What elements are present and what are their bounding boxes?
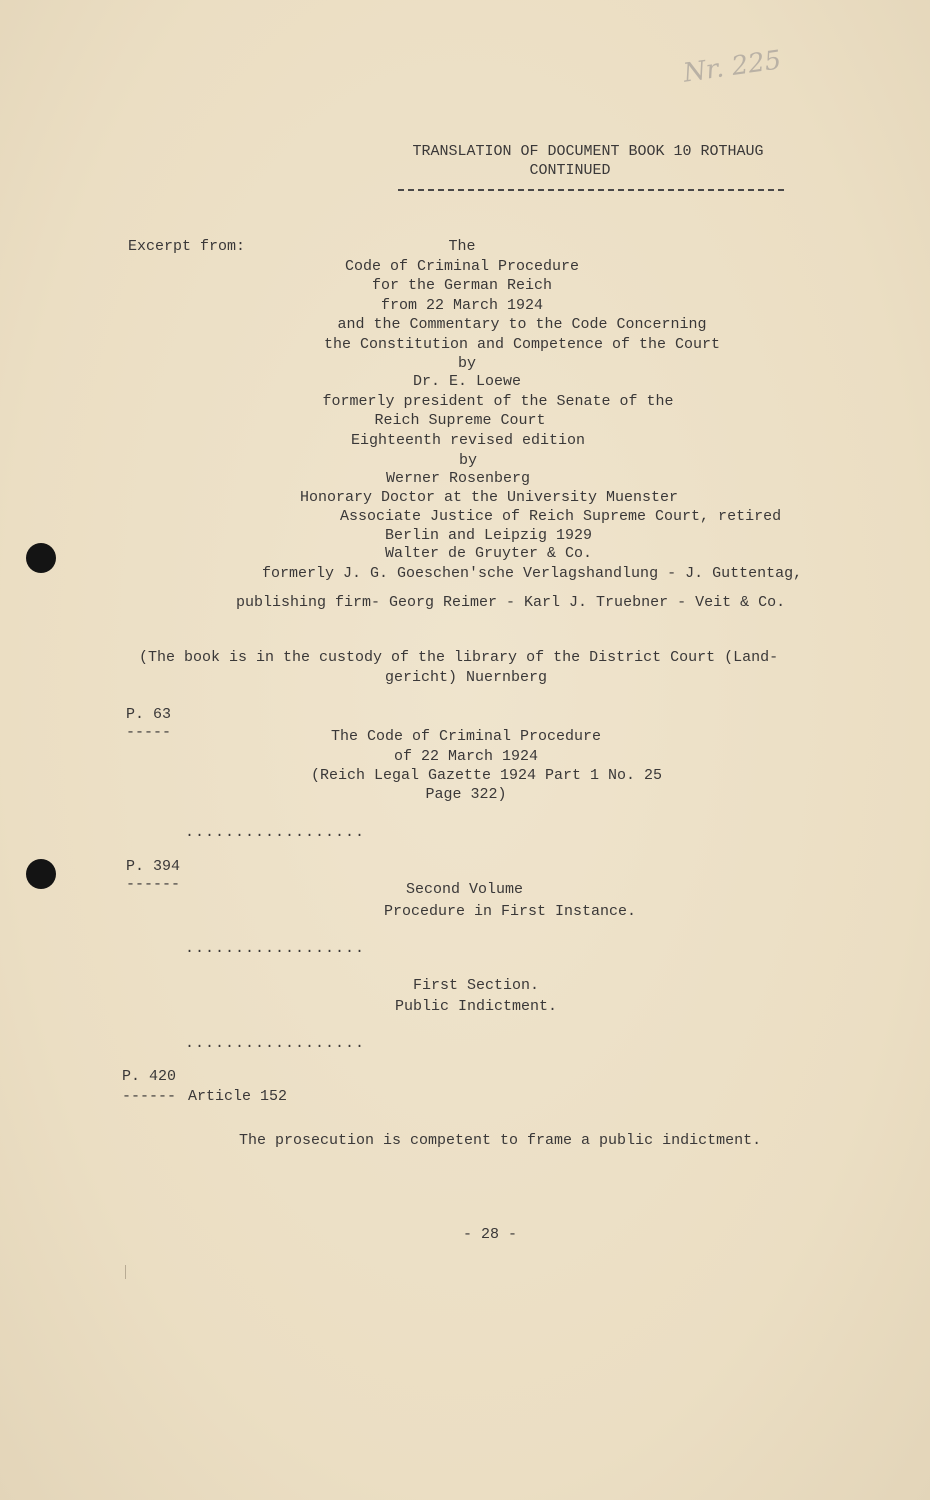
custody-note: (The book is in the custody of the library of the District Court (Land- xyxy=(139,649,779,666)
page-reference: P. 420 xyxy=(122,1068,177,1085)
section-line: Page 322) xyxy=(425,786,507,803)
page-number: - 28 - xyxy=(462,1226,517,1243)
page-reference-dashes: ------ xyxy=(126,876,181,893)
excerpt-line: The xyxy=(448,238,476,255)
excerpt-line: formerly J. G. Goeschen'sche Verlagshandlung - J. Guttentag, xyxy=(262,565,803,582)
excerpt-label: Excerpt from: xyxy=(128,238,246,255)
ellipsis-separator: .................. xyxy=(185,940,366,957)
section-line: Procedure in First Instance. xyxy=(384,903,637,920)
excerpt-line: by xyxy=(457,355,476,372)
section-line: The Code of Criminal Procedure xyxy=(330,728,602,745)
page-reference: P. 394 xyxy=(126,858,181,875)
section-line: of 22 March 1924 xyxy=(393,748,539,765)
ellipsis-separator: .................. xyxy=(185,1035,366,1052)
custody-note: gericht) Nuernberg xyxy=(385,669,548,686)
excerpt-line: publishing firm- Georg Reimer - Karl J. Truebner - Veit & Co. xyxy=(236,594,786,611)
page-reference-dashes: ----- xyxy=(126,724,172,741)
excerpt-line: Associate Justice of Reich Supreme Court, retired xyxy=(340,508,782,525)
excerpt-line: from 22 March 1924 xyxy=(380,297,544,314)
excerpt-line: Code of Criminal Procedure xyxy=(344,258,580,275)
section-line: (Reich Legal Gazette 1924 Part 1 No. 25 xyxy=(311,767,663,784)
page-reference: P. 63 xyxy=(126,706,172,723)
excerpt-line: the Constitution and Competence of the Court xyxy=(323,336,721,353)
excerpt-line: formerly president of the Senate of the xyxy=(322,393,674,410)
handwritten-note: Nr. 225 xyxy=(681,45,784,89)
document-subtitle: CONTINUED xyxy=(529,162,611,179)
excerpt-line: Berlin and Leipzig 1929 xyxy=(385,527,593,544)
excerpt-line: Dr. E. Loewe xyxy=(412,373,522,390)
section-line: Public Indictment. xyxy=(395,998,558,1015)
punch-hole-icon xyxy=(26,543,56,573)
pencil-mark xyxy=(125,1265,126,1279)
section-line: Second Volume xyxy=(406,881,524,898)
article-heading: Article 152 xyxy=(188,1088,288,1105)
excerpt-line: by xyxy=(458,452,477,469)
excerpt-line: for the German Reich xyxy=(371,277,553,294)
excerpt-line: Reich Supreme Court xyxy=(374,412,546,429)
section-line: First Section. xyxy=(413,977,540,994)
page-reference-dashes: ------ xyxy=(122,1088,177,1105)
header-underline xyxy=(398,189,784,191)
document-title: TRANSLATION OF DOCUMENT BOOK 10 ROTHAUG xyxy=(412,143,764,160)
ellipsis-separator: .................. xyxy=(185,824,366,841)
excerpt-line: Werner Rosenberg xyxy=(385,470,531,487)
excerpt-line: Eighteenth revised edition xyxy=(350,432,586,449)
article-text: The prosecution is competent to frame a public indictment. xyxy=(239,1132,762,1149)
excerpt-line: Walter de Gruyter & Co. xyxy=(385,545,593,562)
punch-hole-icon xyxy=(26,859,56,889)
excerpt-line: Honorary Doctor at the University Muenster xyxy=(300,489,679,506)
excerpt-line: and the Commentary to the Code Concerning xyxy=(337,316,707,333)
